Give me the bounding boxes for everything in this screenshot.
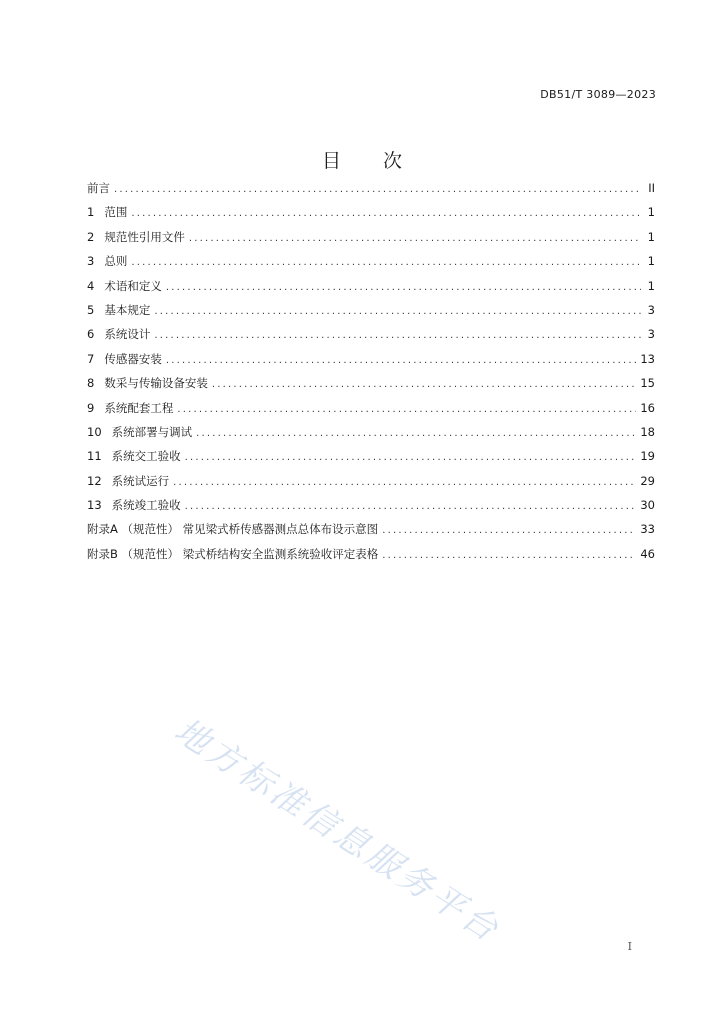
- toc-entry-label: 范围: [104, 205, 128, 220]
- toc-leader-dots: [131, 202, 641, 226]
- toc-leader-dots: [196, 422, 636, 446]
- toc-entry-6[interactable]: [87, 322, 655, 346]
- toc-entry-number: 7: [87, 351, 95, 366]
- toc-entry-4[interactable]: [87, 274, 655, 298]
- toc-entry-label: 传感器安装: [104, 351, 162, 366]
- toc-leader-dots: [166, 349, 637, 373]
- toc-entry-page: 3: [647, 302, 655, 317]
- toc-entry-label: 附录A （规范性） 常见梁式桥传感器测点总体布设示意图: [87, 522, 379, 537]
- toc-leader-dots: [177, 398, 636, 422]
- toc-entry-page: 1: [647, 229, 655, 244]
- toc-entry-5[interactable]: [87, 298, 655, 322]
- toc-entry-appendix-a[interactable]: [87, 517, 655, 541]
- toc-leader-dots: [154, 300, 641, 324]
- toc-entry-appendix-b[interactable]: [87, 542, 655, 566]
- toc-entry-11[interactable]: [87, 444, 655, 468]
- toc-entry-label: 前言: [87, 181, 110, 195]
- table-of-contents: [87, 176, 655, 566]
- toc-leader-dots: [173, 471, 636, 495]
- page-title: 目 次: [321, 150, 421, 172]
- toc-entry-number: 11: [87, 449, 102, 464]
- toc-entry-number: 9: [87, 400, 95, 415]
- toc-leader-dots: [212, 373, 637, 397]
- toc-entry-page: 1: [647, 205, 655, 220]
- toc-leader-dots: [185, 495, 637, 519]
- toc-entry-label: 系统试运行: [111, 473, 170, 488]
- toc-entry-page: 18: [640, 424, 655, 439]
- toc-leader-dots: [185, 446, 637, 470]
- toc-entry-number: 3: [87, 254, 95, 269]
- toc-entry-label: 系统竣工验收: [111, 498, 181, 513]
- toc-entry-number: 5: [87, 302, 95, 317]
- toc-entry-1[interactable]: [87, 200, 655, 224]
- toc-entry-label: 数采与传输设备安装: [104, 376, 208, 391]
- toc-entry-8[interactable]: [87, 371, 655, 395]
- toc-entry-page: 19: [640, 449, 655, 464]
- toc-entry-page: 3: [647, 327, 655, 342]
- toc-leader-dots: [114, 178, 641, 202]
- toc-entry-label: 基本规定: [104, 302, 151, 317]
- toc-entry-2[interactable]: [87, 225, 655, 249]
- toc-entry-page: II: [648, 181, 655, 195]
- toc-entry-number: 4: [87, 278, 95, 293]
- toc-entry-page: 1: [647, 254, 655, 269]
- toc-entry-12[interactable]: [87, 469, 655, 493]
- toc-entry-page: 33: [640, 522, 655, 537]
- toc-entry-9[interactable]: [87, 396, 655, 420]
- toc-leader-dots: [166, 276, 641, 300]
- watermark: 地方标准信息服务平台: [167, 710, 508, 952]
- toc-entry-number: 2: [87, 229, 95, 244]
- toc-entry-page: 1: [647, 278, 655, 293]
- toc-entry-label: 总则: [104, 254, 128, 269]
- toc-entry-label: 附录B （规范性） 梁式桥结构安全监测系统验收评定表格: [87, 546, 379, 561]
- toc-leader-dots: [189, 227, 641, 251]
- toc-entry-label: 系统设计: [104, 327, 151, 342]
- toc-entry-label: 系统部署与调试: [111, 424, 193, 439]
- toc-entry-label: 术语和定义: [104, 278, 162, 293]
- toc-entry-13[interactable]: [87, 493, 655, 517]
- toc-entry-number: 6: [87, 327, 95, 342]
- toc-entry-page: 46: [640, 546, 655, 561]
- toc-entry-number: 1: [87, 205, 95, 220]
- toc-entry-label: 系统交工验收: [111, 449, 181, 464]
- toc-entry-3[interactable]: [87, 249, 655, 273]
- standard-code: DB51/T 3089—2023: [540, 88, 656, 101]
- toc-leader-dots: [154, 324, 641, 348]
- toc-leader-dots: [382, 519, 636, 543]
- toc-entry-page: 15: [640, 376, 655, 391]
- toc-entry-number: 12: [87, 473, 102, 488]
- toc-entry-page: 29: [640, 473, 655, 488]
- page-number: I: [627, 940, 632, 953]
- toc-entry-10[interactable]: [87, 420, 655, 444]
- toc-entry-7[interactable]: [87, 347, 655, 371]
- toc-entry-number: 10: [87, 424, 102, 439]
- toc-entry-page: 30: [640, 498, 655, 513]
- toc-entry-number: 13: [87, 498, 102, 513]
- toc-entry-label: 规范性引用文件: [104, 229, 185, 244]
- toc-entry-number: 8: [87, 376, 95, 391]
- toc-entry-foreword[interactable]: [87, 176, 655, 200]
- toc-leader-dots: [382, 544, 636, 568]
- toc-entry-page: 16: [640, 400, 655, 415]
- toc-entry-page: 13: [640, 351, 655, 366]
- toc-entry-label: 系统配套工程: [104, 400, 174, 415]
- toc-leader-dots: [131, 251, 641, 275]
